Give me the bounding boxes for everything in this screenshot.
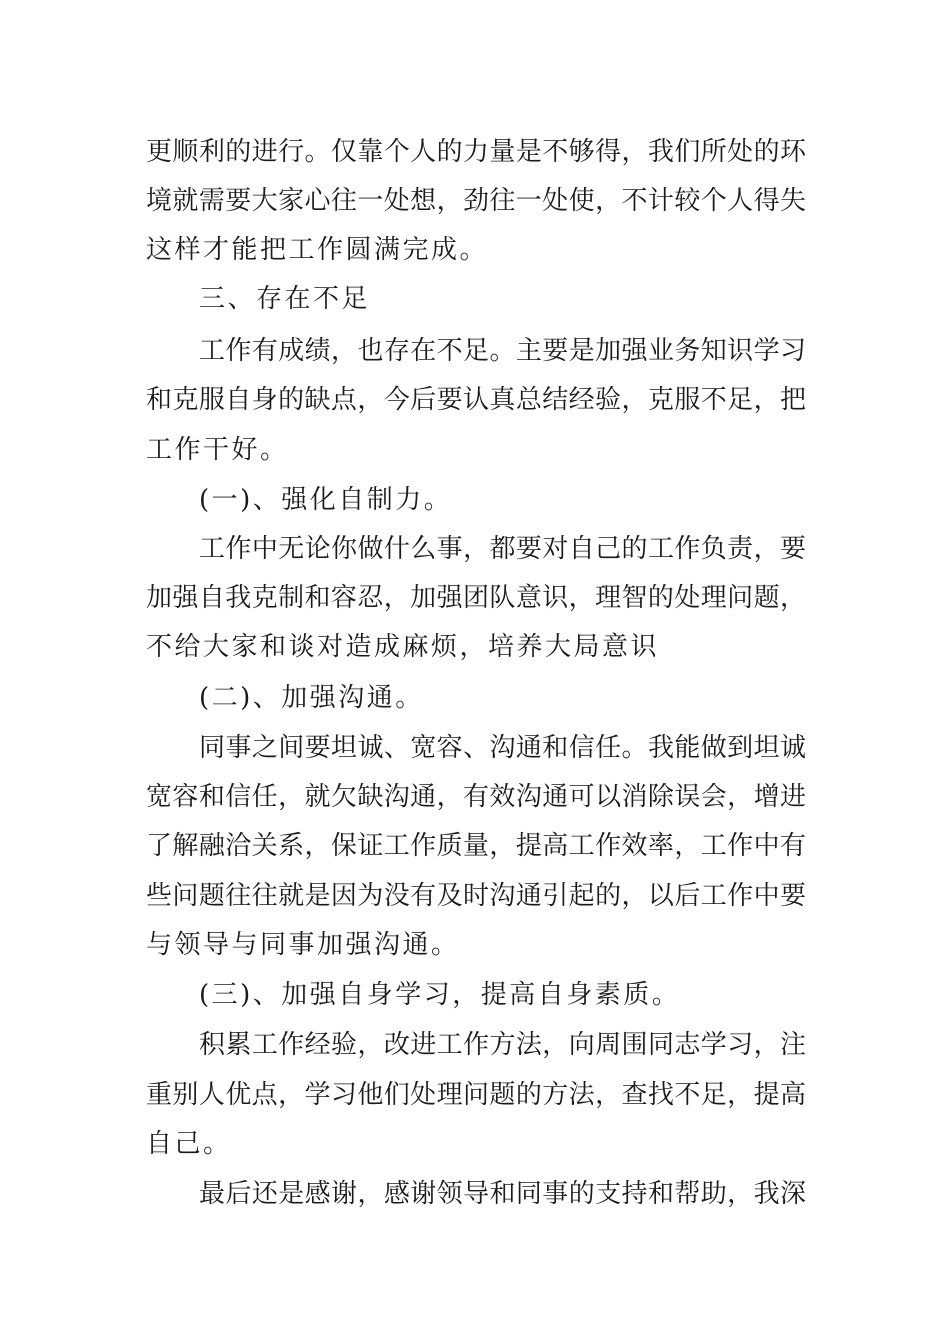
- body-text-line: 与领导与同事加强沟通。: [146, 930, 460, 960]
- body-text-line: 境就需要大家心往一处想，劲往一处使，不计较个人得失: [146, 186, 806, 216]
- body-text-line: 不给大家和谈对造成麻烦，培养大局意识: [146, 632, 660, 662]
- body-text-line: 了解融洽关系，保证工作质量，提高工作效率，工作中有: [146, 831, 806, 861]
- body-text-line: 积累工作经验，改进工作方法，向周围同志学习，注: [199, 1030, 806, 1060]
- body-text-line: 这样才能把工作圆满完成。: [146, 235, 489, 265]
- body-text-line: 工作中无论你做什么事，都要对自己的工作负责，要: [199, 534, 806, 564]
- subsection-heading: (二)、加强沟通。: [199, 683, 424, 713]
- body-text-line: 工作有成绩，也存在不足。主要是加强业务知识学习: [199, 336, 806, 366]
- body-text-line: 重别人优点，学习他们处理问题的方法，查找不足，提高: [146, 1080, 806, 1110]
- body-text-line: 工作干好。: [146, 435, 289, 465]
- body-text-line: 自己。: [146, 1129, 232, 1159]
- body-text-line: 加强自我克制和容忍，加强团队意识，理智的处理问题，: [146, 583, 806, 613]
- body-text-line: 些问题往往就是因为没有及时沟通引起的，以后工作中要: [146, 881, 806, 911]
- subsection-heading: (一)、强化自制力。: [199, 485, 453, 515]
- body-text-line: 更顺利的进行。仅靠个人的力量是不够得，我们所处的环: [146, 137, 806, 167]
- body-text-line: 同事之间要坦诚、宽容、沟通和信任。我能做到坦诚: [199, 733, 806, 763]
- body-text-line: 宽容和信任，就欠缺沟通，有效沟通可以消除误会，增进: [146, 782, 806, 812]
- subsection-heading: (三)、加强自身学习，提高自身素质。: [199, 980, 681, 1010]
- body-text-line: 和克服自身的缺点，今后要认真总结经验，克服不足，把: [146, 385, 806, 415]
- body-text-line: 最后还是感谢，感谢领导和同事的支持和帮助，我深: [199, 1179, 806, 1209]
- section-heading: 三、存在不足: [199, 284, 371, 314]
